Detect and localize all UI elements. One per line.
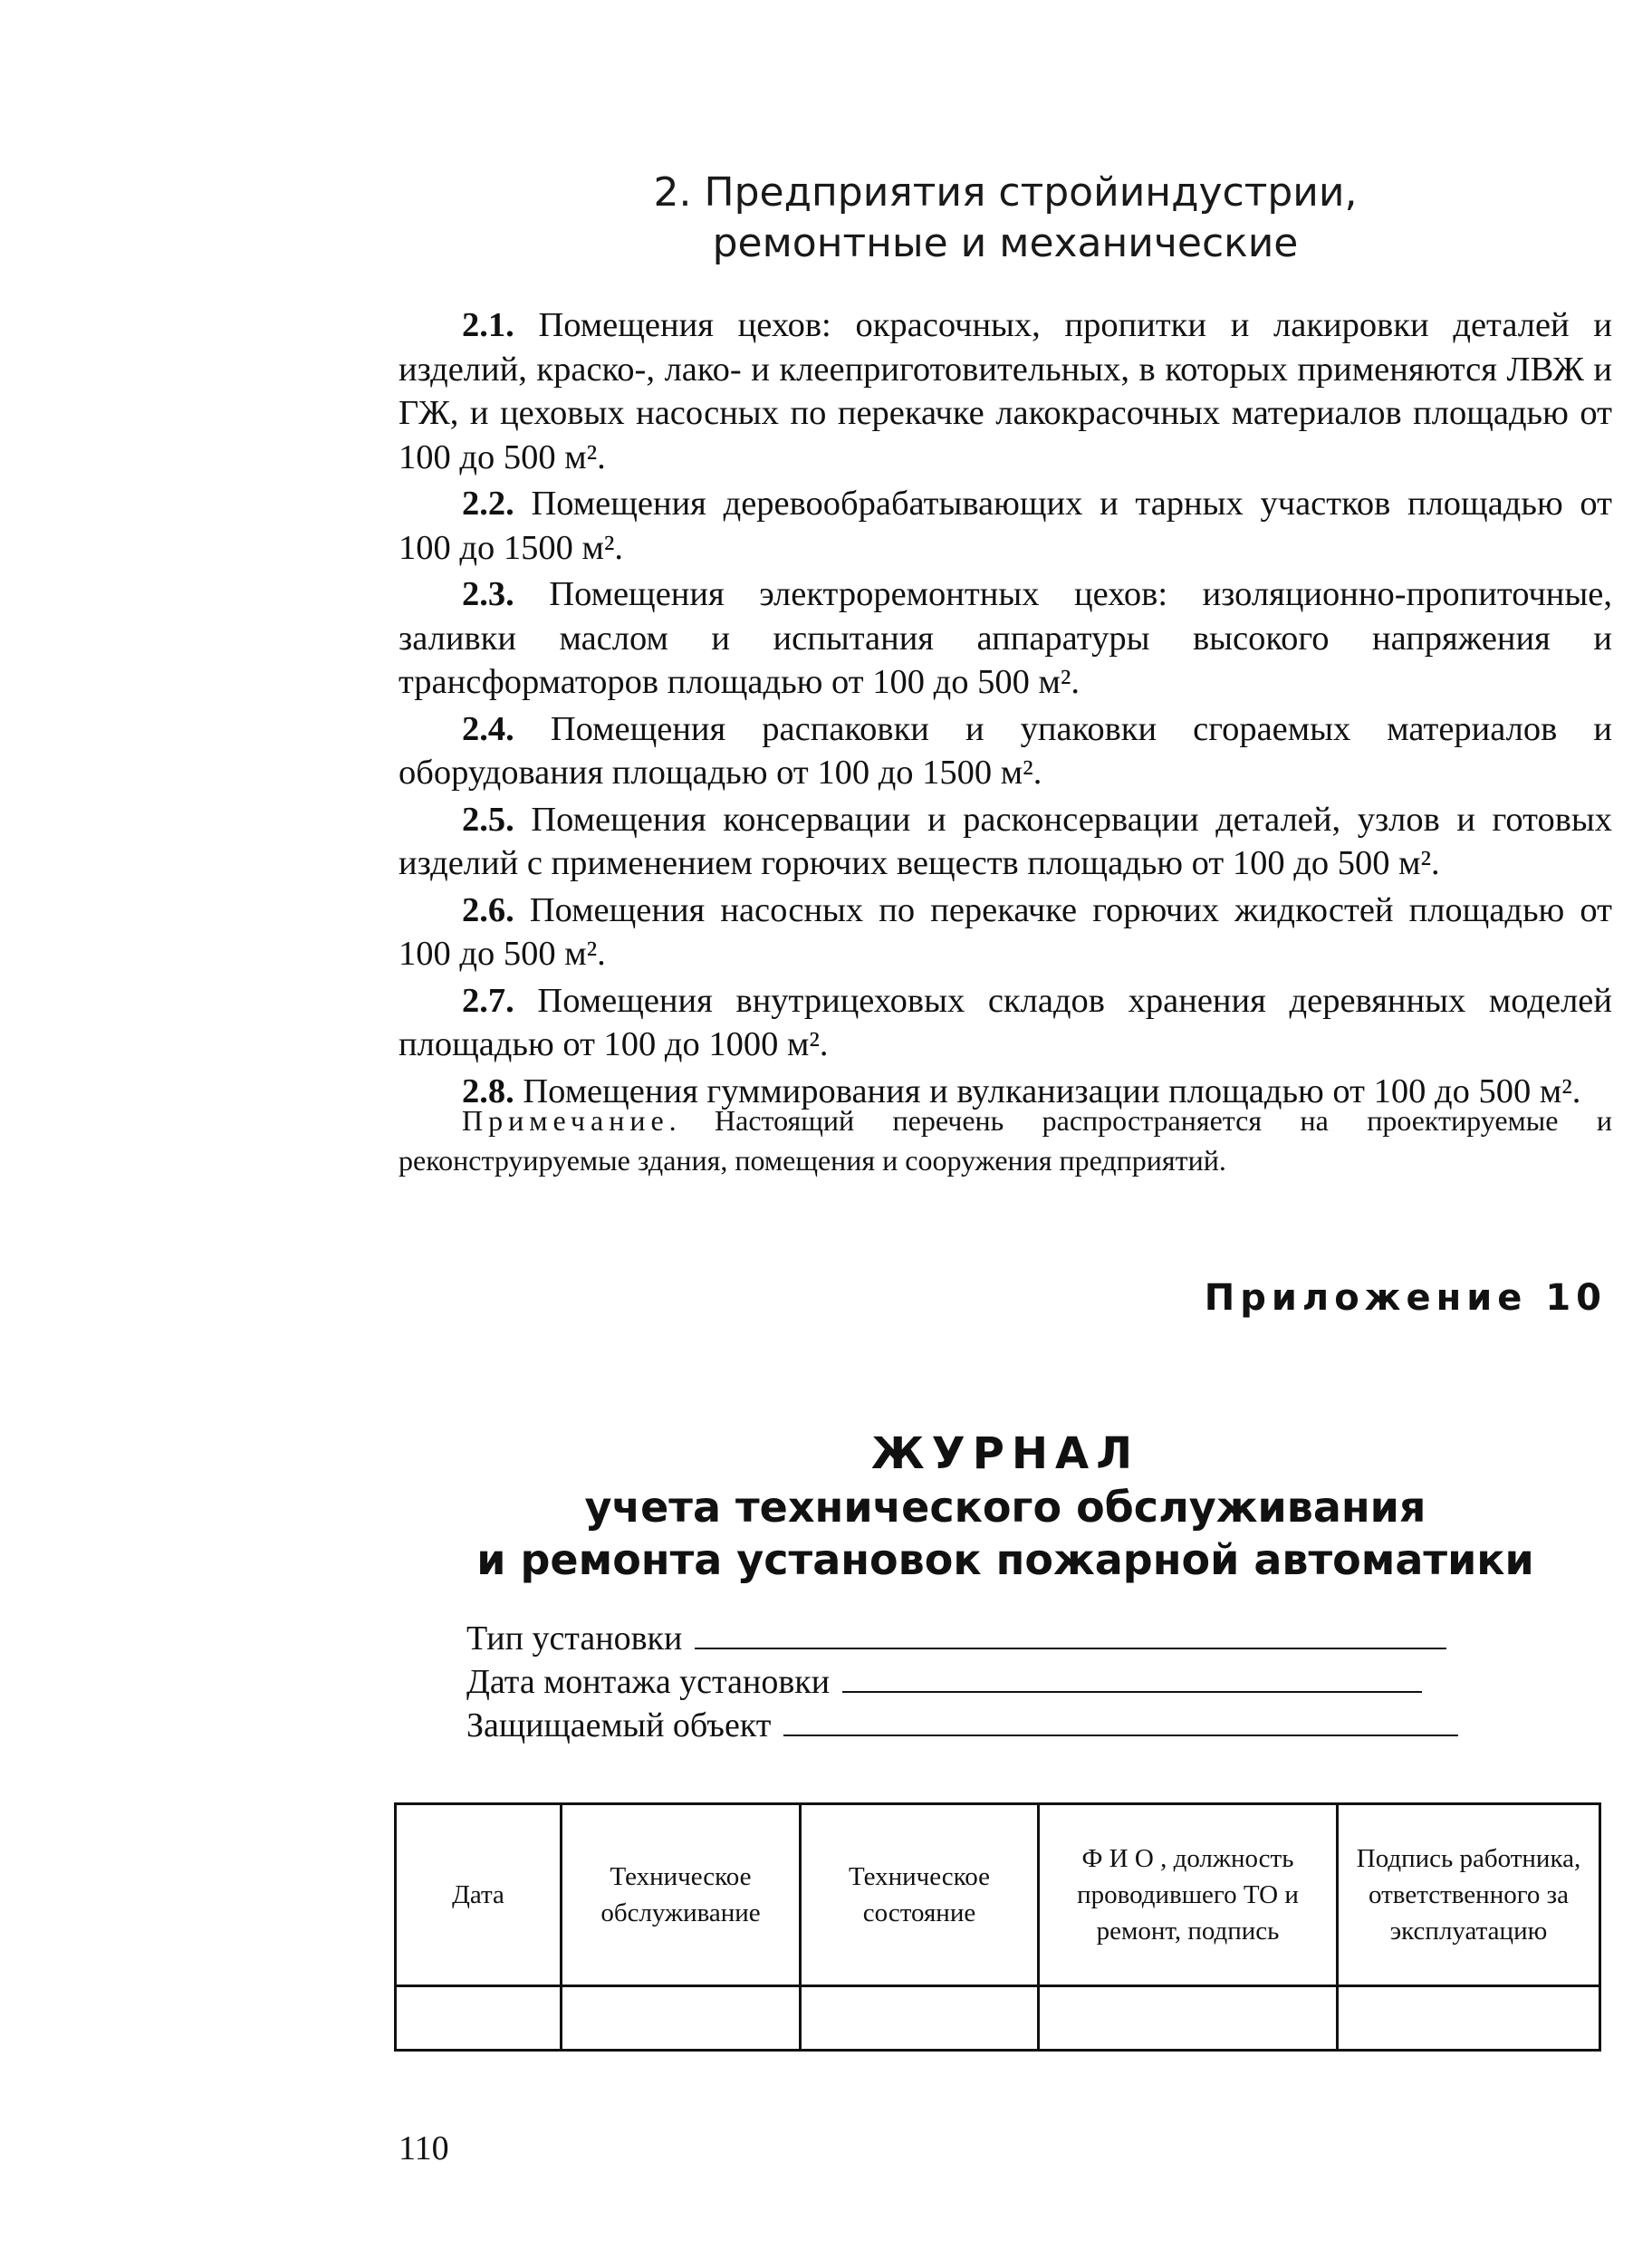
item-text: Помещения гуммирования и вулканизации площадью от 100 до 500 м².	[514, 1072, 1581, 1110]
item-number: 2.6.	[462, 890, 514, 929]
item-2-2	[399, 482, 1612, 570]
item-2-5	[399, 798, 1612, 886]
table-cell[interactable]	[1039, 1986, 1338, 2051]
field-label-object: Защищаемый объект	[466, 1706, 772, 1744]
field-row-object	[466, 1704, 1458, 1747]
journal-table	[394, 1802, 1601, 2052]
header-date: Дата	[396, 1804, 562, 1986]
journal-table-wrap	[394, 1802, 1601, 2052]
item-number: 2.2.	[462, 485, 514, 523]
header-maintenance: Техническое обслуживание	[562, 1804, 801, 1986]
item-text: Помещения внутрицеховых складов хранения деревянных моделей площадью от 100 до 1000 м².	[399, 981, 1612, 1063]
note-text: . Настоящий перечень распространяется на проектируемые и реконструируемые здания, помещения и сооружения предприятий.	[399, 1104, 1612, 1177]
item-text: Помещения электроремонтных цехов: изоляционно-пропиточные, заливки маслом и испытания аппаратуры высокого напряжения и трансформаторов площадью от 100 до 500 м².	[399, 575, 1612, 701]
section-title-line1: 2. Предприятия стройиндустрии,	[653, 169, 1358, 216]
appendix-heading: Приложение 10	[1204, 1277, 1607, 1319]
header-condition: Техническое состояние	[801, 1804, 1039, 1986]
item-text: Помещения цехов: окрасочных, пропитки и лакировки деталей и изделий, краско-, лако- и клееприготовительных, в которых применяются ЛВЖ и ГЖ, и цеховых насосных по перекачке лакокрасочных материалов площадью от 100 до 500 м².	[399, 306, 1612, 476]
item-number: 2.4.	[462, 709, 514, 748]
page-number: 110	[399, 2129, 449, 2167]
field-row-mount-date	[466, 1660, 1458, 1704]
item-2-1	[399, 303, 1612, 479]
header-responsible-signature: Подпись работника, ответственного за эксплуатацию	[1338, 1804, 1600, 1986]
field-label-mount-date: Дата монтажа установки	[466, 1663, 831, 1701]
item-2-3	[399, 572, 1612, 705]
item-text: Помещения консервации и расконсервации деталей, узлов и готовых изделий с применением горючих веществ площадью от 100 до 500 м².	[399, 800, 1612, 882]
item-text: Помещения деревообрабатывающих и тарных участков площадью от 100 до 1500 м².	[399, 485, 1612, 567]
table-cell[interactable]	[801, 1986, 1039, 2051]
table-cell[interactable]	[1338, 1986, 1600, 2051]
section-items	[399, 303, 1612, 1116]
field-label-type: Тип установки	[466, 1619, 683, 1658]
item-text: Помещения насосных по перекачке горючих жидкостей площадью от 100 до 500 м².	[399, 890, 1612, 973]
field-line-mount-date[interactable]	[842, 1660, 1422, 1693]
journal-title: ЖУРНАЛ	[870, 1428, 1140, 1479]
section-title	[399, 168, 1612, 269]
item-2-7	[399, 979, 1612, 1067]
field-row-type	[466, 1617, 1458, 1660]
table-cell[interactable]	[396, 1986, 562, 2051]
item-number: 2.3.	[462, 575, 514, 613]
item-number: 2.5.	[462, 800, 514, 839]
item-number: 2.1.	[462, 306, 514, 344]
note-label: Примечание	[462, 1104, 669, 1137]
table-row	[396, 1986, 1600, 2051]
field-line-object[interactable]	[783, 1704, 1458, 1736]
item-number: 2.7.	[462, 981, 514, 1020]
section-title-line2: ремонтные и механические	[712, 220, 1299, 266]
item-text: Помещения распаковки и упаковки сгораемых материалов и оборудования площадью от 100 до 1500 м².	[399, 709, 1612, 792]
table-cell[interactable]	[562, 1986, 801, 2051]
item-2-6	[399, 889, 1612, 976]
section-note	[399, 1100, 1612, 1180]
journal-subtitle-line1: учета технического обслуживания	[584, 1483, 1426, 1532]
header-performer: Ф И О , должность проводившего ТО и ремонт, подпись	[1039, 1804, 1338, 1986]
item-2-4	[399, 707, 1612, 795]
field-line-type[interactable]	[695, 1617, 1446, 1649]
table-header-row	[396, 1804, 1600, 1986]
journal-title-block	[399, 1427, 1612, 1586]
journal-fields	[466, 1617, 1458, 1747]
item-number: 2.8.	[462, 1072, 514, 1110]
journal-subtitle-line2: и ремонта установок пожарной автоматики	[476, 1535, 1534, 1584]
